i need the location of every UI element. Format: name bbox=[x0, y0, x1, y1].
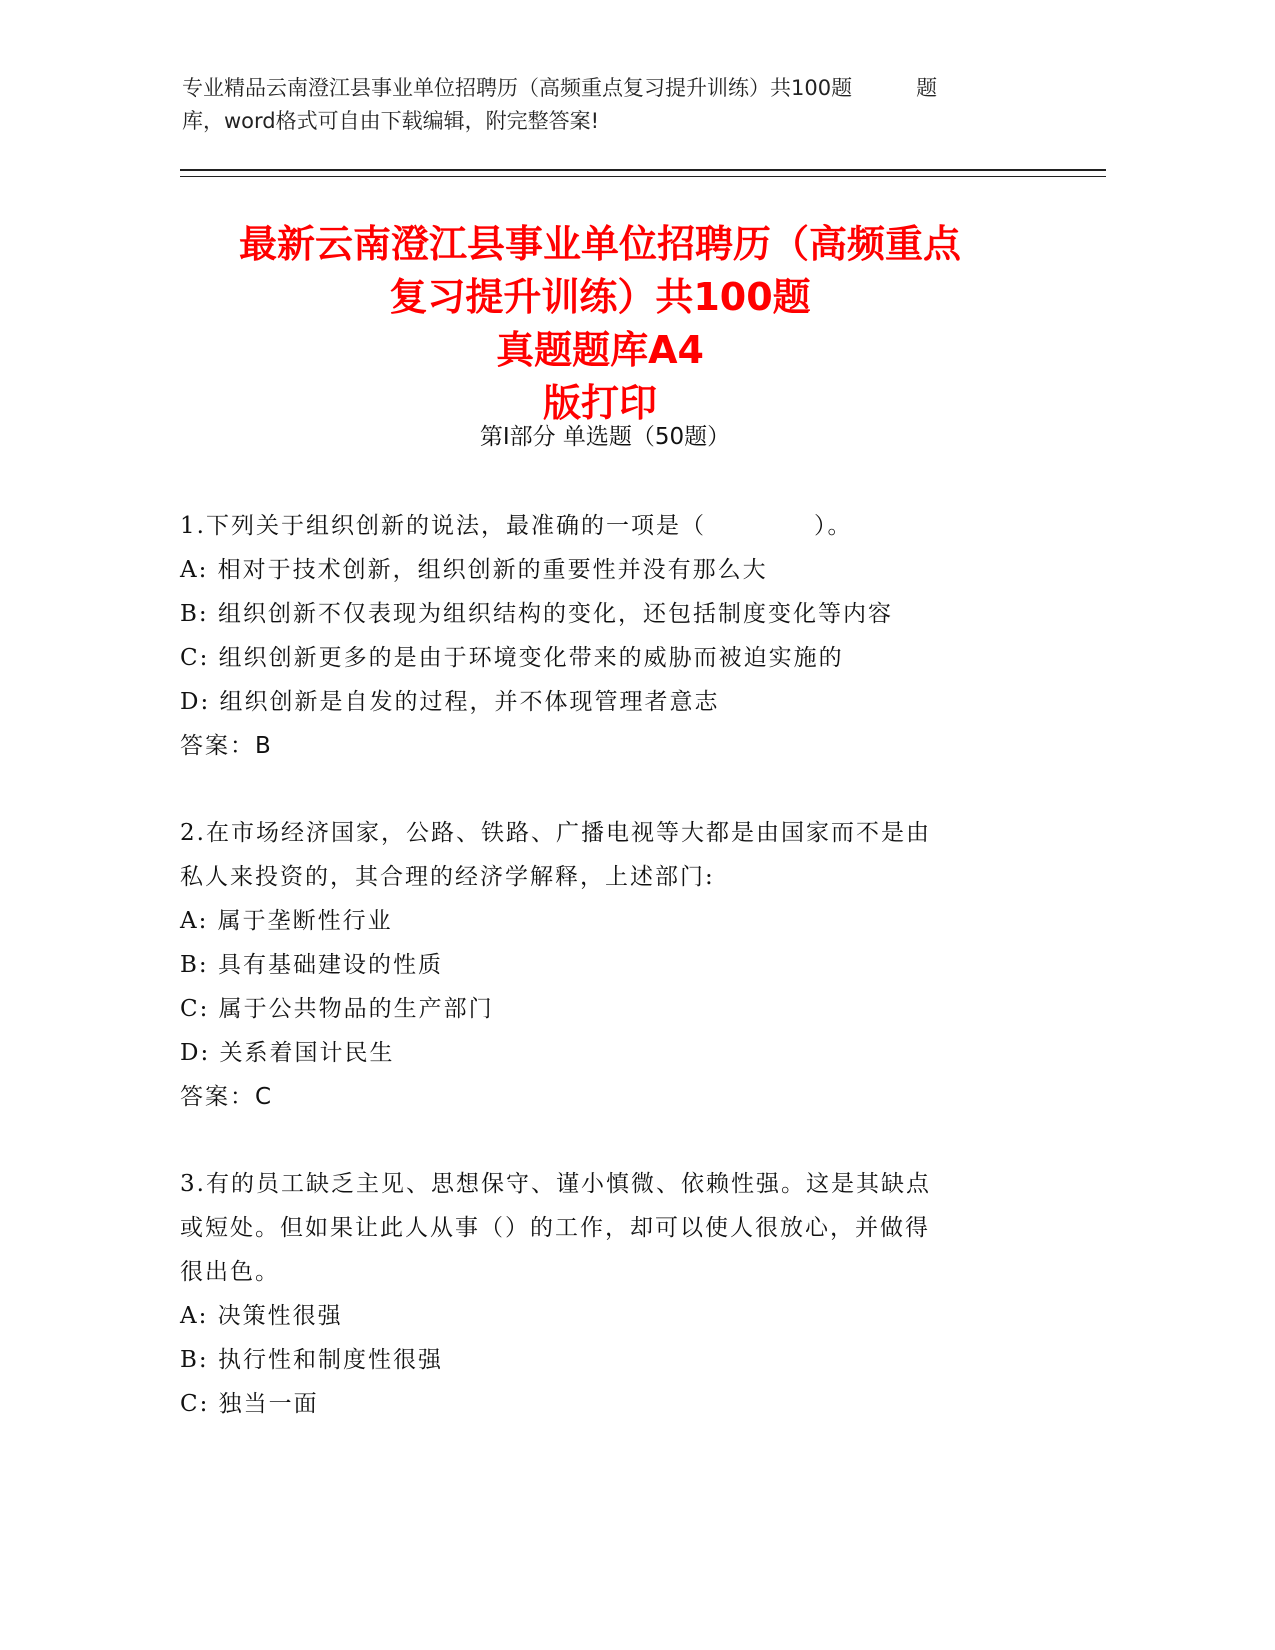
title-line-1: 最新云南澄江县事业单位招聘历（高频重点 bbox=[238, 222, 961, 266]
header-note-line-1-right: 题 bbox=[916, 76, 938, 100]
option-b: B: 执行性和制度性很强 bbox=[180, 1347, 443, 1373]
question-2 bbox=[180, 811, 1020, 1119]
answer: 答案：C bbox=[180, 1084, 274, 1110]
title-line-2 bbox=[150, 271, 1050, 377]
question-stem: 或短处。但如果让此人从事（）的工作，却可以使人很放心，并做得 bbox=[180, 1215, 930, 1241]
header-divider-thin bbox=[180, 176, 1106, 177]
title-line-2-left: 复习提升训练）共100题 bbox=[389, 275, 811, 319]
question-stem-part: ）。 bbox=[813, 513, 853, 539]
answer: 答案：B bbox=[180, 733, 273, 759]
option-d: D: 关系着国计民生 bbox=[180, 1040, 395, 1066]
option-c: C: 组织创新更多的是由于环境变化带来的威胁而被迫实施的 bbox=[180, 645, 844, 671]
question-1 bbox=[180, 504, 1020, 768]
header-note-line-1-left: 专业精品云南澄江县事业单位招聘历（高频重点复习提升训练）共100题 bbox=[182, 76, 853, 100]
question-list bbox=[180, 504, 1020, 1469]
question-stem: 2.在市场经济国家，公路、铁路、广播电视等大都是由国家而不是由 bbox=[180, 820, 931, 846]
option-a: A: 属于垄断性行业 bbox=[180, 908, 393, 934]
title-line-3: 版打印 bbox=[542, 381, 657, 425]
option-a: A: 决策性很强 bbox=[180, 1303, 343, 1329]
header-divider-thick bbox=[180, 169, 1106, 171]
option-b: B: 具有基础建设的性质 bbox=[180, 952, 443, 978]
question-stem: 很出色。 bbox=[180, 1259, 280, 1285]
document-title bbox=[150, 218, 1050, 430]
option-b: B: 组织创新不仅表现为组织结构的变化，还包括制度变化等内容 bbox=[180, 601, 893, 627]
section-title: 第Ⅰ部分 单选题（50题） bbox=[479, 424, 731, 450]
question-3 bbox=[180, 1162, 1020, 1426]
option-c: C: 独当一面 bbox=[180, 1391, 319, 1417]
question-stem: 3.有的员工缺乏主见、思想保守、谨小慎微、依赖性强。这是其缺点 bbox=[180, 1171, 931, 1197]
option-a: A: 相对于技术创新，组织创新的重要性并没有那么大 bbox=[180, 557, 768, 583]
header-note-line-2: 库，word格式可自由下载编辑，附完整答案! bbox=[182, 109, 600, 133]
question-stem-part: 1.下列关于组织创新的说法，最准确的一项是（ bbox=[180, 513, 706, 539]
question-stem bbox=[180, 504, 1020, 548]
header-note bbox=[182, 72, 1042, 138]
title-line-2-right: 真题题库A4 bbox=[496, 328, 704, 372]
header-note-line-1 bbox=[182, 72, 1042, 105]
question-stem: 私人来投资的，其合理的经济学解释，上述部门: bbox=[180, 864, 715, 890]
option-d: D: 组织创新是自发的过程，并不体现管理者意志 bbox=[180, 689, 720, 715]
option-c: C: 属于公共物品的生产部门 bbox=[180, 996, 494, 1022]
